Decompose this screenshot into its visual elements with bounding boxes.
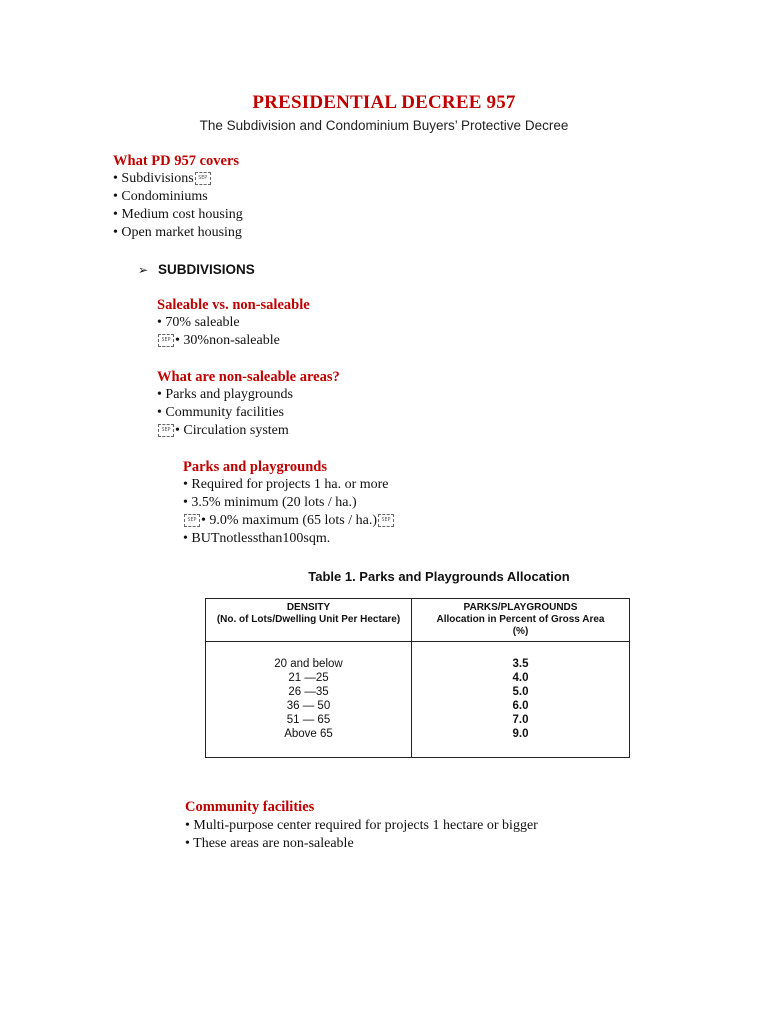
table-cell: 7.0: [512, 714, 529, 726]
list-item: • Medium cost housing: [113, 207, 243, 222]
table-cell: 9.0: [512, 728, 529, 740]
subdivisions-section-label: ➢ SUBDIVISIONS: [138, 262, 255, 277]
sep-glyph-icon: SEP: [158, 424, 174, 437]
list-item: • BUTnotlessthan100sqm.: [183, 531, 331, 546]
list-item: • Parks and playgrounds: [157, 387, 293, 402]
table-cell: Above 65: [284, 728, 333, 740]
sep-glyph-icon: SEP: [184, 514, 200, 527]
list-item: • Multi-purpose center required for projects 1 hectare or bigger: [185, 818, 538, 833]
saleable-list: [157, 314, 280, 350]
arrow-bullet-icon: ➢: [138, 263, 149, 277]
list-item: • Required for projects 1 ha. or more: [183, 477, 389, 492]
parks-list: [183, 476, 395, 548]
community-list: [185, 817, 538, 853]
sep-glyph-icon: SEP: [378, 514, 394, 527]
saleable-heading: Saleable vs. non-saleable: [157, 297, 310, 313]
table-cell: 26 —35: [288, 686, 329, 698]
table-cell: 36 — 50: [286, 700, 331, 712]
list-item: • Condominiums: [113, 189, 208, 204]
parks-heading: Parks and playgrounds: [183, 459, 327, 475]
allocation-table: [205, 598, 630, 758]
coverage-list: [113, 170, 243, 242]
list-item: • These areas are non-saleable: [185, 836, 354, 851]
table-cell: 51 — 65: [286, 714, 331, 726]
list-item: • Community facilities: [157, 405, 284, 420]
table-cell: 6.0: [512, 700, 529, 712]
list-item: • Open market housing: [113, 225, 242, 240]
list-item: SEP • 30%non-saleable: [157, 332, 280, 350]
list-item: • 3.5% minimum (20 lots / ha.): [183, 495, 357, 510]
list-item: SEP • Circulation system: [157, 422, 293, 440]
page-title: PRESIDENTIAL DECREE 957: [252, 92, 516, 113]
list-item: • 70% saleable: [157, 315, 240, 330]
table-header-allocation: PARKS/PLAYGROUNDS Allocation in Percent of Gross Area (%): [436, 602, 605, 637]
table-header-rule: [206, 641, 629, 642]
community-heading: Community facilities: [185, 799, 315, 815]
allocation-column: [412, 657, 629, 741]
table-header-density: DENSITY (No. of Lots/Dwelling Unit Per Hectare): [216, 602, 401, 625]
coverage-heading: What PD 957 covers: [113, 153, 240, 169]
nonsaleable-list: [157, 386, 293, 440]
sep-glyph-icon: SEP: [158, 334, 174, 347]
list-item: SEP • 9.0% maximum (65 lots / ha.) SEP: [183, 512, 395, 530]
table-cell: 20 and below: [274, 658, 343, 670]
density-column: [206, 657, 411, 741]
table-cell: 3.5: [512, 658, 529, 670]
list-item: • Subdivisions SEP: [113, 170, 243, 188]
table-title: Table 1. Parks and Playgrounds Allocation: [308, 569, 570, 584]
table-cell: 5.0: [512, 686, 529, 698]
sep-glyph-icon: SEP: [195, 172, 211, 185]
table-cell: 4.0: [512, 672, 529, 684]
nonsaleable-heading: What are non-saleable areas?: [157, 369, 340, 385]
page-subtitle: The Subdivision and Condominium Buyers’ Protective Decree: [199, 118, 569, 133]
table-cell: 21 —25: [288, 672, 329, 684]
